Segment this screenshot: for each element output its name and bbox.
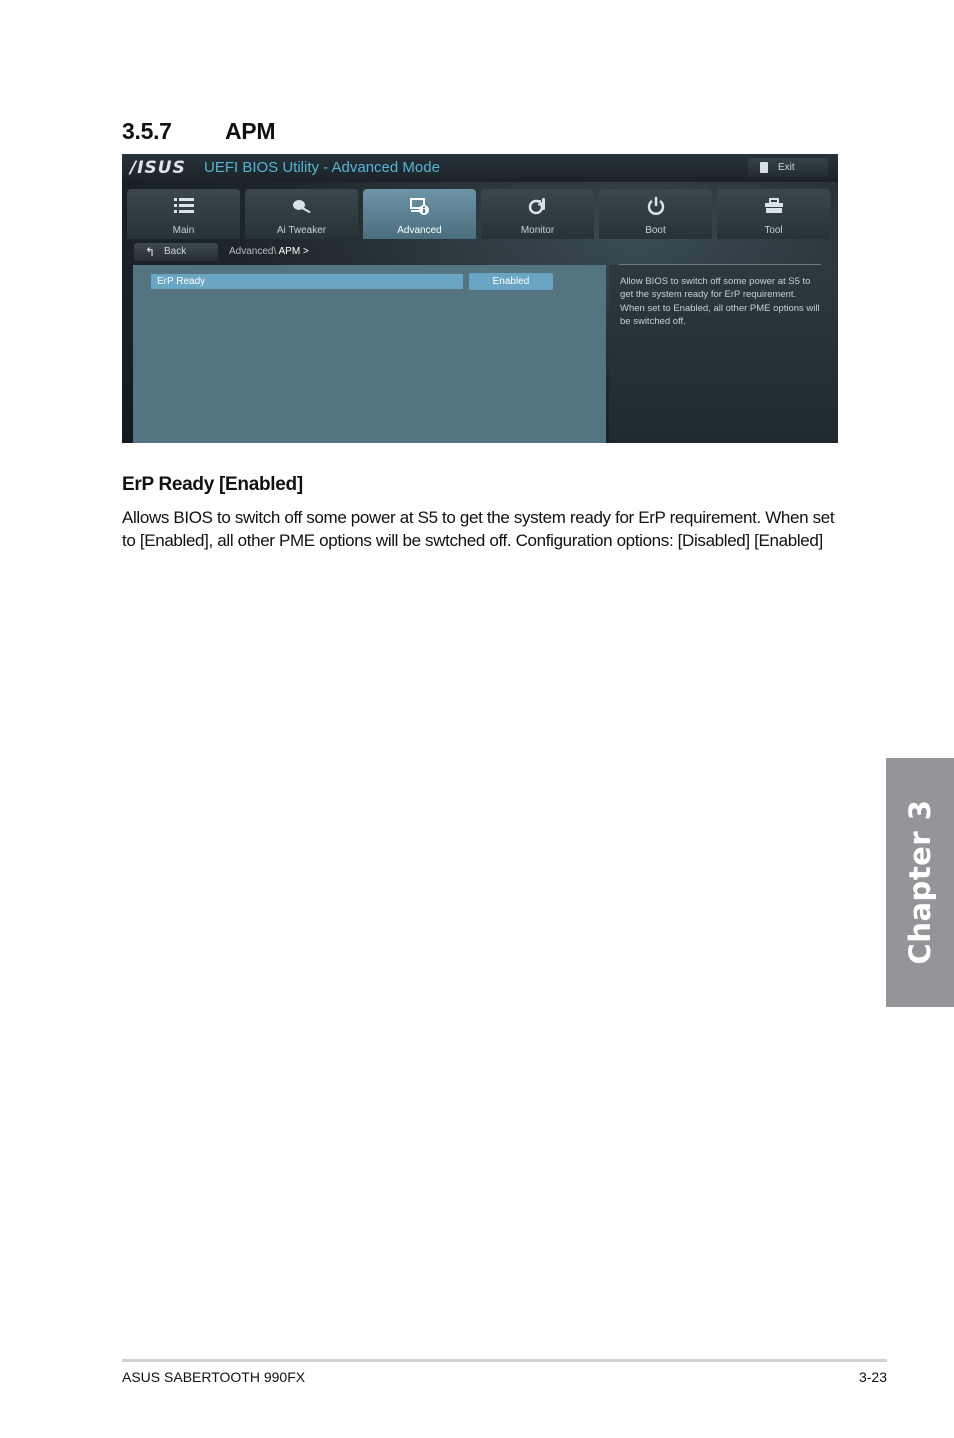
tab-tool-label: Tool — [764, 225, 783, 236]
tab-ai-tweaker[interactable] — [245, 189, 358, 239]
settings-panel — [133, 265, 606, 443]
tab-monitor[interactable] — [481, 189, 594, 239]
exit-door-icon — [760, 162, 768, 173]
tweaker-icon — [292, 197, 312, 215]
breadcrumb-current: APM > — [278, 246, 309, 257]
section-title — [122, 118, 275, 145]
section-number: 3.5.7 — [122, 118, 172, 144]
help-text: Allow BIOS to switch off some power at S5 to get the system ready for ErP requirement. When set to Enabled, all other PME options will be switched off. — [620, 276, 820, 327]
tab-advanced-label: Advanced — [397, 225, 442, 236]
back-button[interactable] — [134, 243, 218, 261]
monitor-thermometer-icon — [528, 197, 548, 215]
tab-main-label: Main — [172, 225, 195, 236]
tab-tool[interactable] — [717, 189, 830, 239]
toolbox-icon — [764, 197, 784, 215]
tab-boot[interactable] — [599, 189, 712, 239]
erp-ready-label: ErP Ready — [157, 276, 206, 287]
section-name: APM — [225, 118, 276, 144]
bios-title-bar — [122, 154, 838, 182]
tab-ai-tweaker-label: Ai Tweaker — [276, 225, 327, 236]
help-divider — [619, 264, 821, 265]
list-icon — [174, 197, 194, 215]
subsection-body: Allows BIOS to switch off some power at S5 to get the system ready for ErP requirement. When set to [Enabled], all other PME options will be swtched off. Configuration options: [Disabled] [Enabled] — [122, 508, 835, 550]
chapter-label: Chapter 3 — [903, 799, 937, 965]
erp-ready-row[interactable] — [151, 274, 463, 289]
bios-screenshot — [122, 154, 838, 443]
tab-main[interactable] — [127, 189, 240, 239]
asus-logo: /ISUS — [130, 158, 186, 178]
exit-button[interactable] — [748, 158, 828, 177]
breadcrumb — [229, 246, 309, 257]
exit-label: Exit — [778, 162, 795, 173]
chapter-tab — [886, 758, 954, 1007]
footer-product: ASUS SABERTOOTH 990FX — [122, 1369, 306, 1385]
back-arrow-icon: ↰ — [145, 245, 156, 259]
subsection-title: ErP Ready [Enabled] — [122, 474, 303, 495]
tab-monitor-label: Monitor — [520, 225, 555, 236]
tab-boot-label: Boot — [645, 225, 666, 236]
footer-page-number: 3-23 — [858, 1369, 887, 1385]
footer-rule — [122, 1359, 887, 1362]
breadcrumb-path[interactable]: Advanced\ — [229, 246, 277, 257]
tab-advanced[interactable] — [363, 189, 476, 239]
erp-ready-value[interactable]: Enabled — [469, 273, 553, 290]
back-label: Back — [164, 246, 187, 257]
power-icon — [646, 197, 666, 215]
bios-title: UEFI BIOS Utility - Advanced Mode — [204, 159, 440, 176]
advanced-info-icon — [410, 197, 430, 215]
bios-tabs — [127, 189, 833, 239]
